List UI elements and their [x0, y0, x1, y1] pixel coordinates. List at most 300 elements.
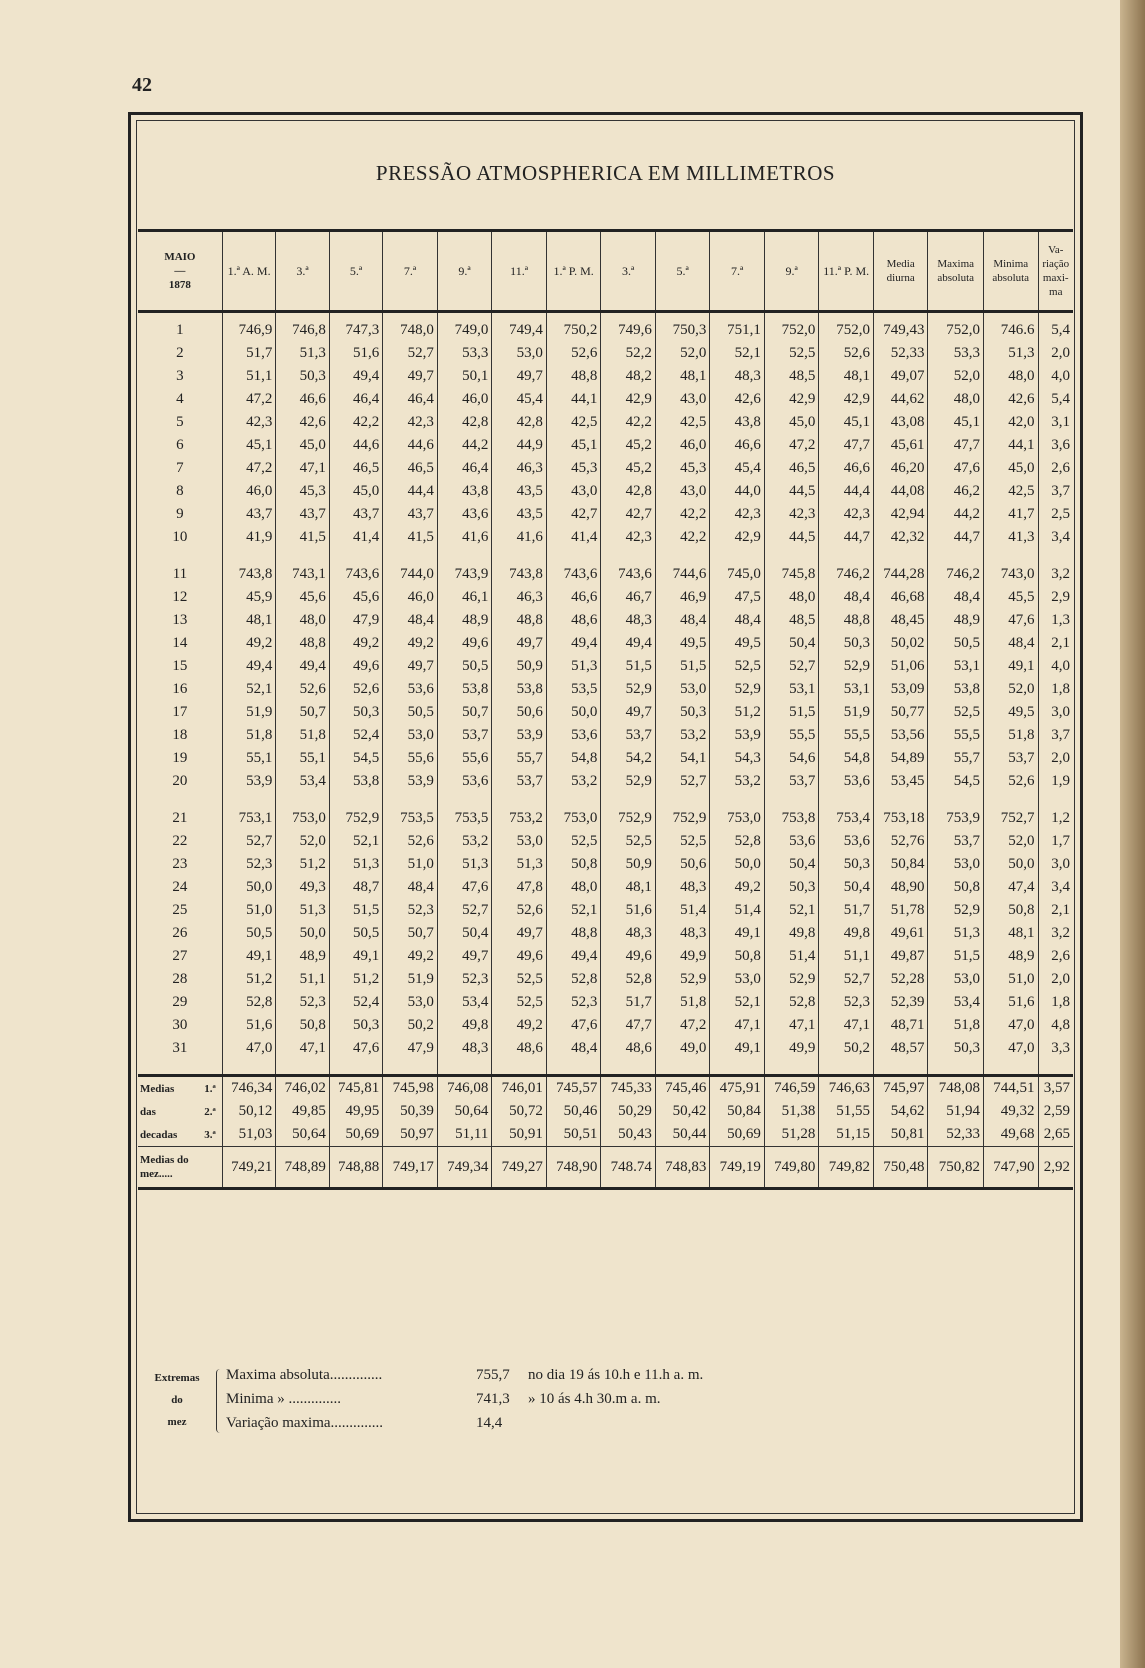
- value-cell: 41,6: [437, 526, 492, 549]
- value-cell: 744,0: [383, 563, 438, 586]
- value-cell: 50,69: [710, 1123, 765, 1147]
- value-cell: 46,6: [546, 586, 601, 609]
- value-cell: 50,3: [655, 701, 710, 724]
- value-cell: 50,64: [276, 1123, 329, 1147]
- value-cell: 42,2: [655, 503, 710, 526]
- value-cell: 52,6: [383, 830, 438, 853]
- value-cell: 51,8: [276, 724, 329, 747]
- value-cell: 746,01: [492, 1076, 547, 1101]
- value-cell: 51,6: [983, 991, 1038, 1014]
- value-cell: 48,1: [222, 609, 275, 632]
- value-cell: 750,3: [655, 312, 710, 343]
- value-cell: 52,1: [764, 899, 819, 922]
- value-cell: 42,2: [329, 411, 382, 434]
- value-cell: 52,1: [710, 991, 765, 1014]
- value-cell: 42,5: [546, 411, 601, 434]
- value-cell: 49,7: [437, 945, 492, 968]
- value-cell: 743,6: [329, 563, 382, 586]
- value-cell: 48,5: [764, 609, 819, 632]
- day-cell: 9: [138, 503, 222, 526]
- value-cell: 51,03: [222, 1123, 275, 1147]
- table-row: [138, 678, 1073, 701]
- value-cell: 53,0: [383, 724, 438, 747]
- value-cell: 52,7: [819, 968, 874, 991]
- value-cell: 42,7: [546, 503, 601, 526]
- value-cell: 47,7: [819, 434, 874, 457]
- header-hour: 9.ª: [764, 231, 819, 312]
- value-cell: 50,81: [873, 1123, 928, 1147]
- value-cell: 52,9: [710, 678, 765, 701]
- table-row: [138, 724, 1073, 747]
- value-cell: 46,0: [222, 480, 275, 503]
- value-cell: 49,1: [710, 922, 765, 945]
- value-cell: 1,7: [1051, 833, 1070, 849]
- table-row: [138, 807, 1073, 830]
- value-cell: 52,3: [437, 968, 492, 991]
- value-cell: 50,7: [383, 922, 438, 945]
- value-cell: 43,7: [222, 503, 275, 526]
- value-cell: 745,97: [873, 1076, 928, 1101]
- day-cell: 31: [138, 1037, 222, 1060]
- day-cell: 23: [138, 853, 222, 876]
- value-cell: 45,1: [546, 434, 601, 457]
- value-cell: 47,6: [983, 609, 1038, 632]
- value-cell: 745,98: [383, 1076, 438, 1101]
- value-cell: 48,0: [983, 365, 1038, 388]
- value-cell: 753,9: [928, 807, 984, 830]
- table-row: [138, 609, 1073, 632]
- value-cell: 50,3: [764, 876, 819, 899]
- value-cell: 48,3: [710, 365, 765, 388]
- value-cell: 48,0: [276, 609, 329, 632]
- value-cell: 3,3: [1051, 1040, 1070, 1056]
- value-cell: 50,8: [983, 899, 1038, 922]
- table-row: [138, 312, 1073, 343]
- value-cell: 47,2: [764, 434, 819, 457]
- value-cell: 53,4: [276, 770, 329, 793]
- value-cell: 51,3: [928, 922, 984, 945]
- value-cell: 45,1: [928, 411, 984, 434]
- value-cell: 53,8: [437, 678, 492, 701]
- value-cell: 3,0: [1051, 856, 1070, 872]
- value-cell: 49,4: [546, 632, 601, 655]
- value-cell: 53,4: [437, 991, 492, 1014]
- value-cell: 48,9: [983, 945, 1038, 968]
- value-cell: 41,9: [222, 526, 275, 549]
- value-cell: 47,8: [492, 876, 547, 899]
- value-cell: 50,4: [437, 922, 492, 945]
- value-cell: 45,1: [819, 411, 874, 434]
- header-month: MAIO: [164, 251, 196, 263]
- value-cell: 52,7: [222, 830, 275, 853]
- value-cell: 743,6: [601, 563, 656, 586]
- value-cell: 51,4: [710, 899, 765, 922]
- header-hour: 1.ª A. M.: [222, 231, 275, 312]
- spacer-row: [138, 1060, 1073, 1076]
- day-cell: 30: [138, 1014, 222, 1037]
- value-cell: 53,45: [873, 770, 928, 793]
- value-cell: 753,2: [492, 807, 547, 830]
- value-cell: 49,7: [492, 632, 547, 655]
- value-cell: 51,5: [655, 655, 710, 678]
- day-cell: 17: [138, 701, 222, 724]
- value-cell: 53,6: [764, 830, 819, 853]
- value-cell: 54,2: [601, 747, 656, 770]
- table-row: [138, 655, 1073, 678]
- value-cell: 44,2: [928, 503, 984, 526]
- value-cell: 3,4: [1051, 879, 1070, 895]
- value-cell: 49,5: [655, 632, 710, 655]
- day-cell: 13: [138, 609, 222, 632]
- value-cell: 48,1: [655, 365, 710, 388]
- value-cell: 54,8: [819, 747, 874, 770]
- value-cell: 46,7: [601, 586, 656, 609]
- value-cell: 55,5: [819, 724, 874, 747]
- value-cell: 50,46: [546, 1100, 601, 1123]
- value-cell: 48,45: [873, 609, 928, 632]
- value-cell: 744,51: [983, 1076, 1038, 1101]
- value-cell: 52,0: [983, 830, 1038, 853]
- value-cell: 50,72: [492, 1100, 547, 1123]
- value-cell: 749,27: [492, 1147, 547, 1189]
- value-cell: 47,2: [655, 1014, 710, 1037]
- table-row: [138, 830, 1073, 853]
- table-row: [138, 747, 1073, 770]
- value-cell: 52,7: [437, 899, 492, 922]
- day-cell: 19: [138, 747, 222, 770]
- value-cell: 2,6: [1051, 948, 1070, 964]
- header-media-diurna: Media diurna: [873, 231, 928, 312]
- header-year: 1878: [168, 279, 191, 291]
- value-cell: 53,6: [437, 770, 492, 793]
- value-cell: 53,3: [928, 342, 984, 365]
- value-cell: 43,5: [492, 480, 547, 503]
- value-cell: 51,2: [222, 968, 275, 991]
- month-mean-row: [138, 1147, 1073, 1189]
- value-cell: 52,5: [492, 991, 547, 1014]
- value-cell: 749,6: [601, 312, 656, 343]
- value-cell: 51,3: [437, 853, 492, 876]
- value-cell: 51,2: [329, 968, 382, 991]
- value-cell: 48,4: [546, 1037, 601, 1060]
- brace-icon: [216, 1369, 225, 1433]
- decade-mean-label: das 2.ª: [138, 1100, 222, 1123]
- table-row: [138, 853, 1073, 876]
- value-cell: 48,0: [764, 586, 819, 609]
- value-cell: 2,65: [1043, 1126, 1070, 1142]
- value-cell: 47,2: [222, 388, 275, 411]
- value-cell: 1,8: [1051, 994, 1070, 1010]
- value-cell: 753,5: [437, 807, 492, 830]
- value-cell: 53,0: [492, 830, 547, 853]
- value-cell: 3,2: [1051, 566, 1070, 582]
- value-cell: 50,5: [329, 922, 382, 945]
- value-cell: 5,4: [1051, 322, 1070, 338]
- value-cell: 44,5: [764, 526, 819, 549]
- header-hour: 11.ª P. M.: [819, 231, 874, 312]
- value-cell: 54,3: [710, 747, 765, 770]
- value-cell: 46,3: [492, 586, 547, 609]
- value-cell: 52,76: [873, 830, 928, 853]
- value-cell: 44,1: [546, 388, 601, 411]
- value-cell: 53,2: [655, 724, 710, 747]
- value-cell: 49,0: [655, 1037, 710, 1060]
- value-cell: 743,8: [222, 563, 275, 586]
- value-cell: 48,6: [601, 1037, 656, 1060]
- value-cell: 744,6: [655, 563, 710, 586]
- value-cell: 49,7: [601, 701, 656, 724]
- day-cell: 15: [138, 655, 222, 678]
- value-cell: 752,7: [983, 807, 1038, 830]
- value-cell: 49,8: [437, 1014, 492, 1037]
- header-hour: 3.ª: [601, 231, 656, 312]
- value-cell: 52,6: [276, 678, 329, 701]
- value-cell: 751,1: [710, 312, 765, 343]
- value-cell: 48,90: [873, 876, 928, 899]
- value-cell: 750,48: [873, 1147, 928, 1189]
- value-cell: 51,6: [601, 899, 656, 922]
- value-cell: 50,3: [329, 701, 382, 724]
- value-cell: 50,6: [492, 701, 547, 724]
- value-cell: 52,6: [492, 899, 547, 922]
- value-cell: 748.74: [601, 1147, 656, 1189]
- table-row: [138, 563, 1073, 586]
- value-cell: 53,09: [873, 678, 928, 701]
- value-cell: 746,8: [276, 312, 329, 343]
- value-cell: 47,6: [928, 457, 984, 480]
- value-cell: 48,3: [601, 609, 656, 632]
- value-cell: 42,3: [764, 503, 819, 526]
- value-cell: 51,5: [764, 701, 819, 724]
- value-cell: 51,1: [276, 968, 329, 991]
- value-cell: 46,0: [655, 434, 710, 457]
- book-spine: [1120, 0, 1145, 1668]
- value-cell: 49,3: [276, 876, 329, 899]
- value-cell: 48,9: [437, 609, 492, 632]
- value-cell: 50,4: [764, 632, 819, 655]
- value-cell: 42,3: [819, 503, 874, 526]
- table-row: [138, 480, 1073, 503]
- header-hour: 9.ª: [437, 231, 492, 312]
- value-cell: 743,9: [437, 563, 492, 586]
- value-cell: 42,3: [222, 411, 275, 434]
- value-cell: 51,0: [383, 853, 438, 876]
- value-cell: 53,0: [383, 991, 438, 1014]
- value-cell: 50,29: [601, 1100, 656, 1123]
- value-cell: 55,5: [928, 724, 984, 747]
- value-cell: 4,0: [1051, 658, 1070, 674]
- table-row: [138, 503, 1073, 526]
- value-cell: 50,2: [819, 1037, 874, 1060]
- value-cell: 42,8: [492, 411, 547, 434]
- value-cell: 45,3: [655, 457, 710, 480]
- table-row: [138, 770, 1073, 793]
- value-cell: 3,57: [1038, 1076, 1073, 1101]
- value-cell: 745,46: [655, 1076, 710, 1101]
- day-cell: 12: [138, 586, 222, 609]
- month-mean-label: Medias do mez.....: [138, 1147, 222, 1189]
- value-cell: 50,0: [276, 922, 329, 945]
- value-cell: 52,39: [873, 991, 928, 1014]
- value-cell: 53,0: [655, 678, 710, 701]
- value-cell: 52,9: [655, 968, 710, 991]
- table-row: [138, 434, 1073, 457]
- value-cell: 42,3: [383, 411, 438, 434]
- value-cell: 4,0: [1051, 368, 1070, 384]
- value-cell: 45,61: [873, 434, 928, 457]
- table-row: [138, 526, 1073, 549]
- decade-mean-label: Medias 1.ª: [138, 1076, 222, 1101]
- value-cell: 52,9: [819, 655, 874, 678]
- value-cell: 49,87: [873, 945, 928, 968]
- value-cell: 47,7: [601, 1014, 656, 1037]
- value-cell: 50,5: [222, 922, 275, 945]
- value-cell: 753,18: [873, 807, 928, 830]
- value-cell: 47,0: [983, 1037, 1038, 1060]
- value-cell: 41,4: [546, 526, 601, 549]
- header-hour: 5.ª: [655, 231, 710, 312]
- value-cell: 746,08: [437, 1076, 492, 1101]
- value-cell: 3,2: [1051, 925, 1070, 941]
- value-cell: 50,4: [819, 876, 874, 899]
- day-cell: 2: [138, 342, 222, 365]
- value-cell: 752,9: [601, 807, 656, 830]
- value-cell: 48,71: [873, 1014, 928, 1037]
- value-cell: 51,9: [819, 701, 874, 724]
- value-cell: 50,6: [655, 853, 710, 876]
- value-cell: 2,92: [1038, 1147, 1073, 1189]
- value-cell: 52,5: [492, 968, 547, 991]
- value-cell: 50,12: [222, 1100, 275, 1123]
- value-cell: 749,4: [492, 312, 547, 343]
- header-minima-absoluta: Minima absoluta: [983, 231, 1038, 312]
- value-cell: 49,85: [276, 1100, 329, 1123]
- value-cell: 51,4: [764, 945, 819, 968]
- value-cell: 746,2: [928, 563, 984, 586]
- value-cell: 42,9: [601, 388, 656, 411]
- value-cell: 50,0: [222, 876, 275, 899]
- value-cell: 47,2: [222, 457, 275, 480]
- value-cell: 48,5: [764, 365, 819, 388]
- table-row: [138, 968, 1073, 991]
- value-cell: 48,8: [819, 609, 874, 632]
- value-cell: 53,9: [710, 724, 765, 747]
- value-cell: 47,6: [546, 1014, 601, 1037]
- value-cell: 52,1: [546, 899, 601, 922]
- value-cell: 50,0: [546, 701, 601, 724]
- value-cell: 475,91: [710, 1076, 765, 1101]
- value-cell: 750,82: [928, 1147, 984, 1189]
- value-cell: 51,8: [983, 724, 1038, 747]
- value-cell: 49,2: [329, 632, 382, 655]
- value-cell: 52,7: [764, 655, 819, 678]
- value-cell: 54,8: [546, 747, 601, 770]
- value-cell: 52,0: [276, 830, 329, 853]
- day-cell: 24: [138, 876, 222, 899]
- day-cell: 21: [138, 807, 222, 830]
- value-cell: 52,0: [655, 342, 710, 365]
- value-cell: 3,0: [1051, 704, 1070, 720]
- value-cell: 52,5: [655, 830, 710, 853]
- value-cell: 48,4: [655, 609, 710, 632]
- value-cell: 51,6: [222, 1014, 275, 1037]
- value-cell: 53,1: [764, 678, 819, 701]
- value-cell: 42,8: [601, 480, 656, 503]
- value-cell: 52,4: [329, 724, 382, 747]
- value-cell: 746,63: [819, 1076, 874, 1101]
- value-cell: 2,9: [1051, 589, 1070, 605]
- value-cell: 749,0: [437, 312, 492, 343]
- value-cell: 46,9: [655, 586, 710, 609]
- value-cell: 44,1: [983, 434, 1038, 457]
- value-cell: 45,5: [983, 586, 1038, 609]
- value-cell: 46,2: [928, 480, 984, 503]
- value-cell: 45,3: [276, 480, 329, 503]
- value-cell: 47,1: [276, 457, 329, 480]
- value-cell: 44,62: [873, 388, 928, 411]
- day-cell: 27: [138, 945, 222, 968]
- value-cell: 50,4: [764, 853, 819, 876]
- value-cell: 753,8: [764, 807, 819, 830]
- value-cell: 46,0: [383, 586, 438, 609]
- header-variacao-maxima: Va- riação maxi- ma: [1038, 231, 1073, 312]
- value-cell: 48,3: [601, 922, 656, 945]
- value-cell: 2,0: [1051, 750, 1070, 766]
- value-cell: 2,6: [1051, 460, 1070, 476]
- value-cell: 51,55: [819, 1100, 874, 1123]
- day-cell: 4: [138, 388, 222, 411]
- day-cell: 29: [138, 991, 222, 1014]
- value-cell: 3,6: [1051, 437, 1070, 453]
- value-cell: 752,9: [329, 807, 382, 830]
- value-cell: 46,5: [329, 457, 382, 480]
- value-cell: 48,1: [983, 922, 1038, 945]
- day-cell: 26: [138, 922, 222, 945]
- value-cell: 49,4: [329, 365, 382, 388]
- day-cell: 25: [138, 899, 222, 922]
- value-cell: 51,7: [601, 991, 656, 1014]
- day-cell: 3: [138, 365, 222, 388]
- value-cell: 50,3: [819, 632, 874, 655]
- value-cell: 52,9: [601, 770, 656, 793]
- value-cell: 53,6: [819, 770, 874, 793]
- value-cell: 52,33: [873, 342, 928, 365]
- value-cell: 752,9: [655, 807, 710, 830]
- day-cell: 22: [138, 830, 222, 853]
- extreme-min-line: Minima » .............. 741,3 » 10 ás 4.h 30.m a. m.: [226, 1391, 661, 1407]
- value-cell: 53,8: [928, 678, 984, 701]
- page-title: PRESSÃO ATMOSPHERICA EM MILLIMETROS: [375, 161, 836, 185]
- value-cell: 48,4: [819, 586, 874, 609]
- value-cell: 52,6: [819, 342, 874, 365]
- value-cell: 747,3: [329, 312, 382, 343]
- value-cell: 52,1: [710, 342, 765, 365]
- value-cell: 42,8: [437, 411, 492, 434]
- value-cell: 51,8: [655, 991, 710, 1014]
- decade-mean-row: [138, 1100, 1073, 1123]
- value-cell: 44,7: [819, 526, 874, 549]
- value-cell: 1,2: [1051, 810, 1070, 826]
- extremes-label: Extremas do mez: [154, 1372, 200, 1428]
- value-cell: 53,6: [546, 724, 601, 747]
- value-cell: 50,91: [492, 1123, 547, 1147]
- value-cell: 44,7: [928, 526, 984, 549]
- value-cell: 49,2: [492, 1014, 547, 1037]
- value-cell: 748,89: [276, 1147, 329, 1189]
- value-cell: 45,4: [492, 388, 547, 411]
- value-cell: 53,4: [928, 991, 984, 1014]
- value-cell: 49,4: [546, 945, 601, 968]
